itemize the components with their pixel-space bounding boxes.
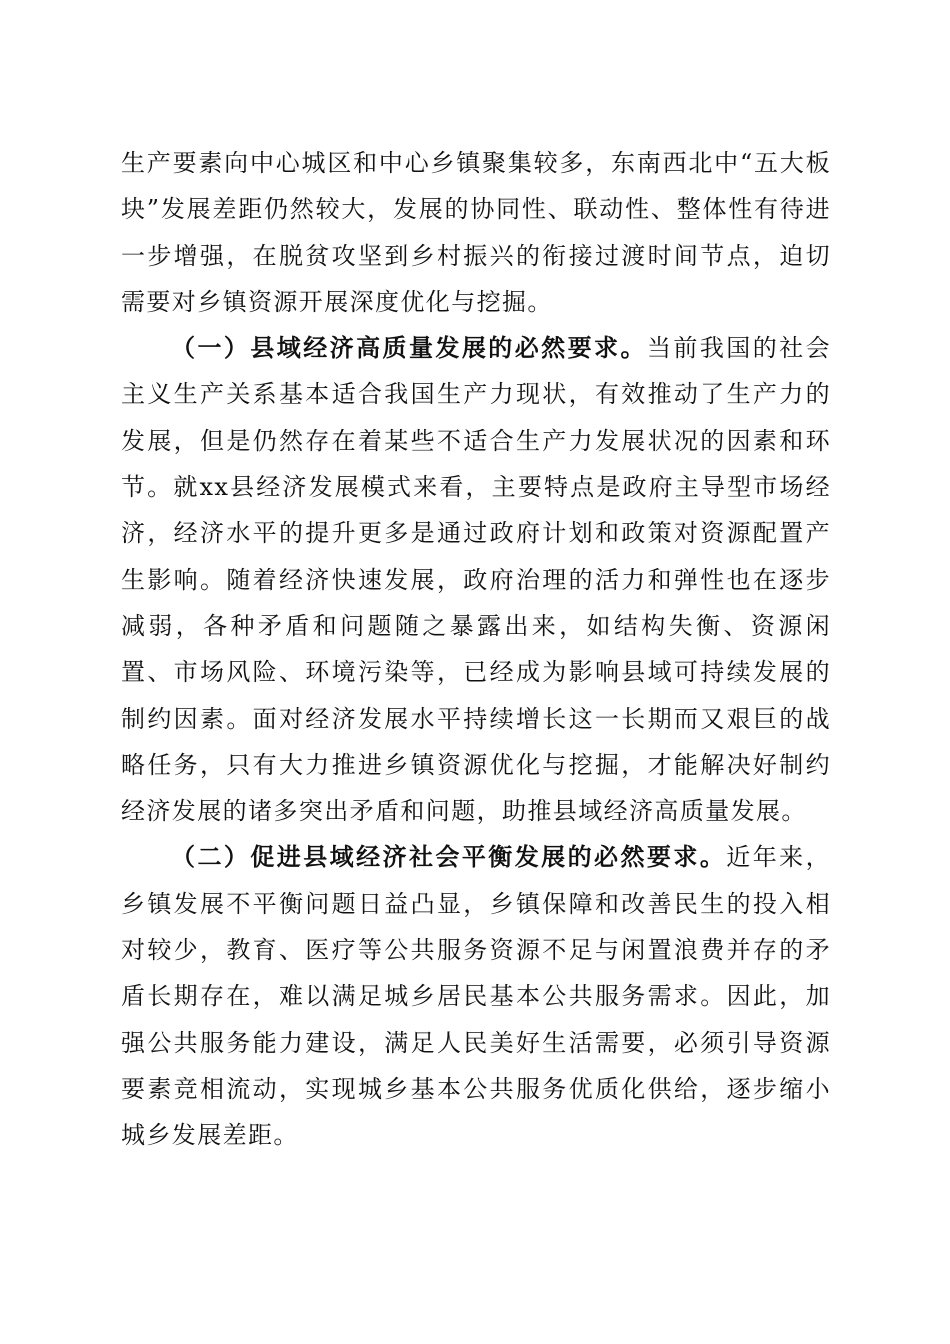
paragraph-section-1 — [121, 325, 831, 834]
section-heading-2: （二）促进县域经济社会平衡发展的必然要求。 — [171, 842, 727, 872]
paragraph-text: 近年来，乡镇发展不平衡问题日益凸显，乡镇保障和改善民生的投入相对较少，教育、医疗等公共服务资源不足与闲置浪费并存的矛盾长期存在，难以满足城乡居民基本公共服务需求。因此，加强公共服务能力建设，满足人民美好生活需要，必须引导资源要素竞相流动，实现城乡基本公共服务优质化供给，逐步缩小城乡发展差距。 — [121, 843, 831, 1150]
paragraph-section-2 — [121, 834, 831, 1158]
section-heading-1: （一）县域经济高质量发展的必然要求。 — [171, 333, 647, 363]
paragraph-text: 生产要素向中心城区和中心乡镇聚集较多，东南西北中“五大板块”发展差距仍然较大，发展的协同性、联动性、整体性有待进一步增强，在脱贫攻坚到乡村振兴的衔接过渡时间节点，迫切需要对乡镇资源开展深度优化与挖掘。 — [121, 149, 831, 316]
paragraph-continuation — [121, 140, 831, 325]
document-body — [121, 140, 831, 1159]
paragraph-text: 当前我国的社会主义生产关系基本适合我国生产力现状，有效推动了生产力的发展，但是仍然存在着某些不适合生产力发展状况的因素和环节。就xx县经济发展模式来看，主要特点是政府主导型市场经济，经济水平的提升更多是通过政府计划和政策对资源配置产生影响。随着经济快速发展，政府治理的活力和弹性也在逐步减弱，各种矛盾和问题随之暴露出来，如结构失衡、资源闲置、市场风险、环境污染等，已经成为影响县域可持续发展的制约因素。面对经济发展水平持续增长这一长期而又艰巨的战略任务，只有大力推进乡镇资源优化与挖掘，才能解决好制约经济发展的诸多突出矛盾和问题，助推县域经济高质量发展。 — [121, 334, 831, 826]
